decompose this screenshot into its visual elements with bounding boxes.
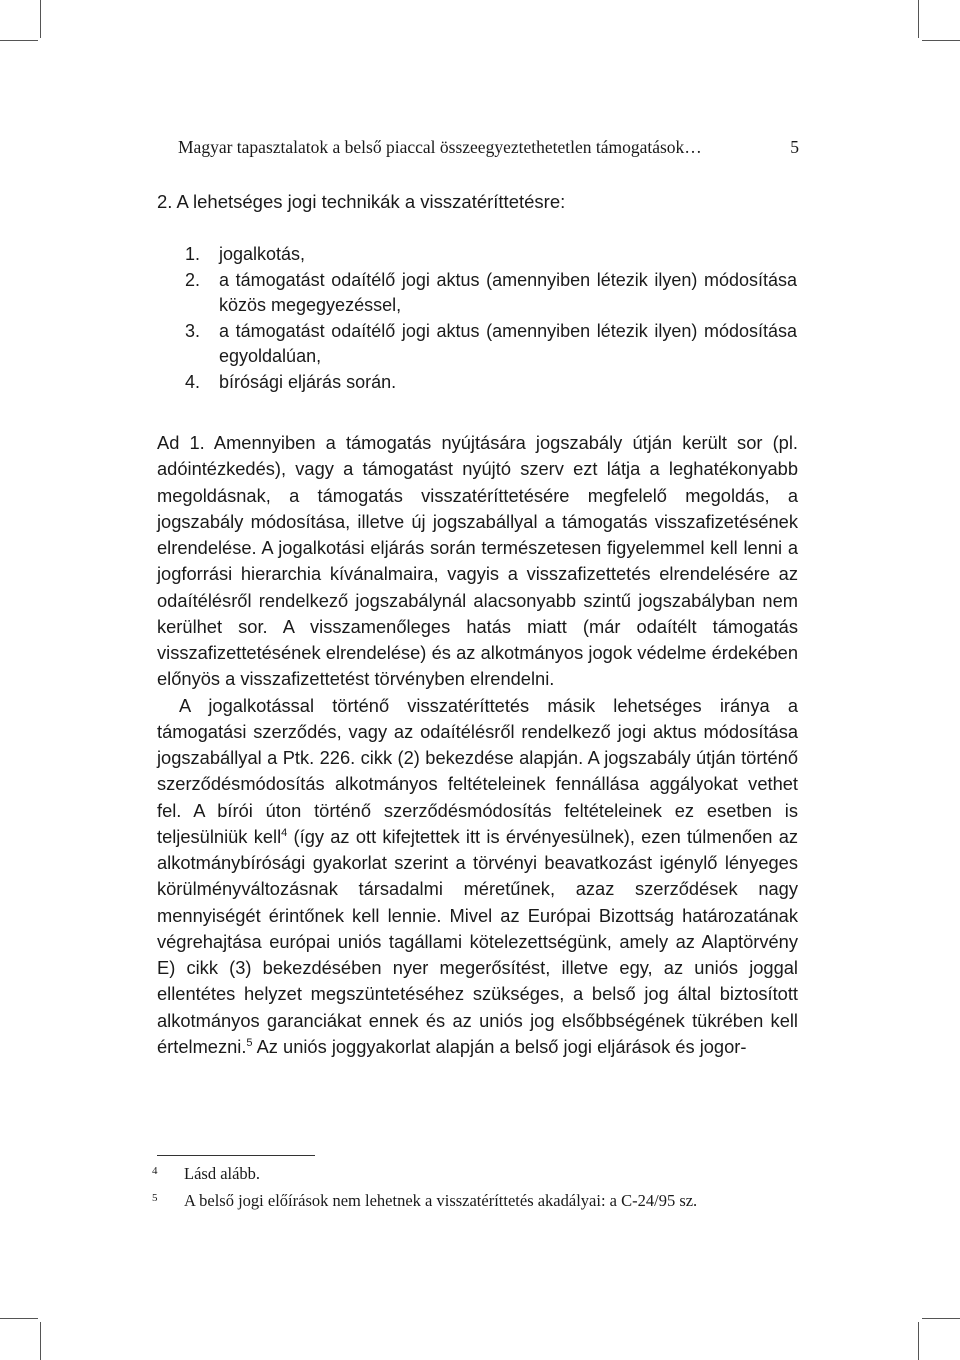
- list-item: [185, 242, 797, 268]
- list-item-number: 1.: [185, 244, 201, 264]
- running-title: Magyar tapasztalatok a belső piaccal összeegyeztethetetlen támogatások…: [178, 137, 702, 157]
- list-item-number: 4.: [185, 371, 201, 392]
- footnote-text: Lásd alább.: [184, 1164, 261, 1183]
- crop-mark-top-right-h: [922, 40, 960, 41]
- list-item-text: bírósági eljárás során.: [219, 371, 397, 392]
- list-item-text: jogalkotás,: [219, 244, 306, 264]
- list-item-text: a támogatást odaítélő jogi aktus (amennyiben létezik ilyen) módosítása közös megegyezéssel,: [219, 269, 797, 315]
- crop-mark-bottom-left: [40, 1322, 41, 1360]
- paragraph-2-part-a: A jogalkotással történő visszatéríttetés másik lehetséges iránya a támogatási szerződés, vagy az odaítélésről rendelkező jogi aktus módosítása jogszabállyal a Ptk. 226. cikk (2) bekezdése alapján. A jogszabály útján történő szerződésmódosítás alkotmányos feltételeinek fennállása aggályokat vethet fel. A bírói úton történő szerződésmódosítás feltételeinek ez esetben is teljesülniük kell: [157, 694, 798, 847]
- footnote: [152, 1164, 798, 1184]
- crop-mark-top-right: [918, 0, 919, 38]
- footnote-ref-4: 4: [281, 826, 288, 839]
- list-item-text: a támogatást odaítélő jogi aktus (amennyiben létezik ilyen) módosítása egyoldalúan,: [219, 320, 797, 366]
- paragraph-2: [157, 693, 798, 1061]
- list-item: [185, 319, 797, 370]
- footnote-text: A belső jogi előírások nem lehetnek a visszatéríttetés akadályai: a C-24/95 sz.: [184, 1191, 698, 1210]
- body-text: [157, 430, 798, 1060]
- footnote-number: 4: [152, 1165, 158, 1177]
- list-item: [185, 268, 797, 319]
- list-item-number: 2.: [185, 269, 201, 290]
- list-item-number: 3.: [185, 320, 201, 341]
- numbered-list: [185, 242, 797, 395]
- crop-mark-bottom-left-h: [0, 1318, 38, 1319]
- crop-mark-top-left: [40, 0, 41, 38]
- crop-mark-top-left-h: [0, 40, 38, 41]
- paragraph-2-part-c: Az uniós joggyakorlat alapján a belső jogi eljárások és jogor-: [252, 1035, 747, 1057]
- paragraph-1: Ad 1. Amennyiben a támogatás nyújtására jogszabály útján került sor (pl. adóintézkedés), vagy a támogatást nyújtó szerv ezt látja a leghatékonyabb megoldásnak, a támogatás visszatéríttetésére megfelelő megoldás, a jogszabály módosítása, illetve új jogszabállyal a támogatás visszafizetésének elrendelése. A jogalkotási eljárás során természetesen figyelemmel kell lenni a jogforrási hierarchia kívánalmaira, vagyis a visszafizettetés elrendelésére az odaítélésről rendelkező jogszabálynál alacsonyabb szintű jogszabályban nem kerülhet sor. A visszamenőleges hatás miatt (már odaítélt támogatás visszafizettetésének elrendelése) és az alkotmányos jogok védelme érdekében előnyös a visszafizettetést törvényben elrendelni.: [157, 432, 798, 690]
- crop-mark-bottom-right-h: [922, 1318, 960, 1319]
- footnote-ref-5: 5: [246, 1036, 253, 1049]
- footnotes: [152, 1164, 798, 1218]
- list-item: [185, 370, 797, 396]
- footnote-number: 5: [152, 1192, 158, 1204]
- footnote: [152, 1191, 798, 1211]
- page-number: 5: [790, 137, 799, 157]
- crop-mark-bottom-right: [918, 1322, 919, 1360]
- footnote-rule: [157, 1155, 315, 1156]
- section-heading: 2. A lehetséges jogi technikák a visszatéríttetésre:: [157, 191, 566, 212]
- paragraph-2-part-b: (így az ott kifejtettek itt is érvényesülnek), ezen túlmenően az alkotmánybírósági gyakorlat szerint a törvényi beavatkozást igénylő lényeges körülményváltozásnak társadalmi méretűnek, azaz szerződések nagy mennyiségét érintőnek kell lennie. Mivel az Európai Bizottság határozatának végrehajtása európai uniós tagállami kötelezettségünk, amely az Alaptörvény E) cikk (3) bekezdésében nyer megerősítést, illetve egy, az uniós joggal ellentétes helyzet megszüntetéséhez szükséges, a belső jog által biztosított alkotmányos garanciákat ennek és az uniós jog elsőbbségének tükrében kell értelmezni.: [157, 825, 798, 1057]
